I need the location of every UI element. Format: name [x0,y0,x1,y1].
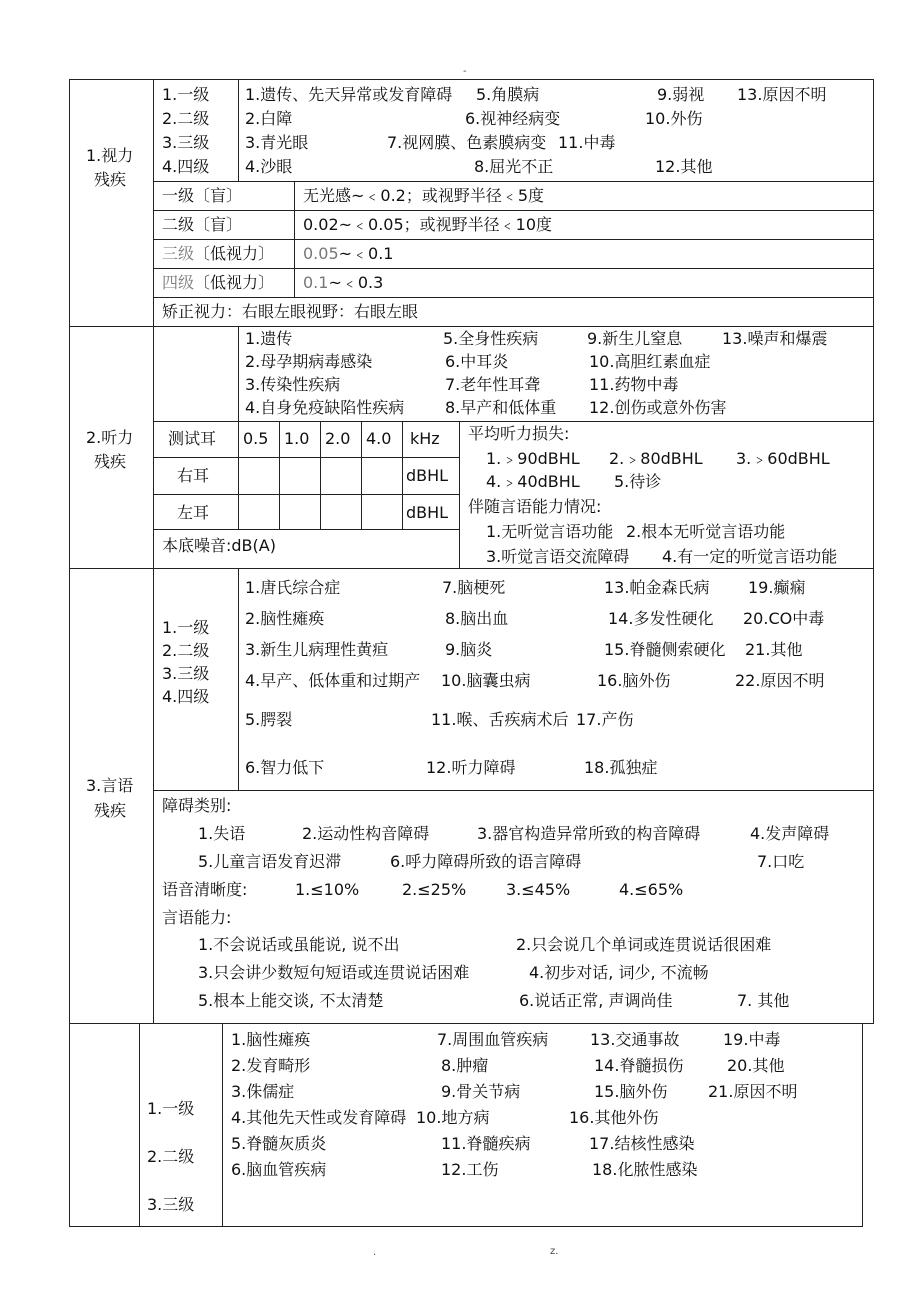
physical-cause: 15.脑外伤 [594,1082,668,1101]
speech-ability-option: 4.有一定的听觉言语功能 [662,547,838,566]
unit-label: dBHL [406,503,449,522]
speech-level: 3.三级 [162,664,210,683]
grade-name: 三级〔低视力〕 [162,244,275,263]
hearing-cause: 10.高胆红素血症 [589,352,711,371]
hearing-section-label: 2.听力 [86,428,134,447]
speech-cause: 1.唐氏综合症 [245,578,341,597]
speech-cause: 5.腭裂 [245,710,293,729]
speech-cause: 16.脑外伤 [597,671,671,690]
vision-cause: 6.视神经病变 [465,109,561,128]
speech-cause: 3.新生儿病理性黄疸 [245,640,389,659]
disorder-type: 6.呼力障碍所致的语言障碍 [390,852,582,871]
speech-cause: 22.原因不明 [735,671,825,690]
noise-label: 本底噪音:dB(A) [162,536,276,555]
speech-cause: 4.早产、低体重和过期产 [245,671,421,690]
disorder-type: 5.儿童言语发育迟滞 [198,852,342,871]
physical-level: 1.一级 [147,1099,195,1118]
hearing-cause: 9.新生儿窒息 [587,329,683,348]
freq-header: 1.0 [284,429,310,448]
ability-option: 6.说话正常, 声调尚佳 [519,991,673,1010]
vision-cause: 9.弱视 [657,85,705,104]
speech-cause: 6.智力低下 [245,758,325,777]
clarity-option: 3.≤45% [506,880,571,899]
speech-cause: 18.孤独症 [584,758,658,777]
grade-criteria: 0.05~﹤0.1 [303,244,394,263]
physical-cause: 21.原因不明 [708,1082,798,1101]
vision-level: 4.四级 [162,157,210,176]
vision-cause: 11.中毒 [558,133,616,152]
physical-cause: 18.化脓性感染 [592,1160,698,1179]
disorder-type: 7.口吃 [757,852,805,871]
avg-loss-title: 平均听力损失: [468,424,570,443]
left-ear-label: 左耳 [177,503,210,522]
speech-cause: 7.脑梗死 [442,578,506,597]
speech-cause: 13.帕金森氏病 [604,578,710,597]
hearing-cause: 2.母孕期病毒感染 [245,352,373,371]
ability-option: 2.只会说几个单词或连贯说话很困难 [516,935,772,954]
physical-cause: 14.脊髓损伤 [594,1056,684,1075]
speech-cause: 20.CO中毒 [743,609,825,628]
avg-loss-option: 4.﹥40dBHL [486,472,580,491]
physical-cause: 3.侏儒症 [231,1082,295,1101]
hearing-cause: 6.中耳炎 [445,352,509,371]
unit-label: dBHL [406,466,449,485]
avg-loss-option: 1.﹥90dBHL [486,449,580,468]
vision-section-label: 1.视力 [86,146,134,165]
avg-loss-option: 3.﹥60dBHL [736,449,830,468]
vision-cause: 12.其他 [655,157,713,176]
freq-header: 4.0 [366,429,392,448]
vision-section-label-2: 残疾 [94,170,127,189]
ability-option: 1.不会说话或虽能说, 说不出 [198,935,400,954]
freq-unit: kHz [410,429,440,448]
clarity-option: 2.≤25% [402,880,467,899]
physical-cause: 5.脊髓灰质炎 [231,1134,327,1153]
freq-header: 0.5 [243,429,269,448]
speech-cause: 14.多发性硬化 [608,609,714,628]
physical-cause: 17.结核性感染 [589,1134,695,1153]
ability-title: 言语能力: [162,908,232,927]
physical-cause: 1.脑性瘫痪 [231,1030,311,1049]
speech-cause: 19.癫痫 [748,578,806,597]
disorder-type-title: 障碍类别: [162,796,232,815]
grade-name: 二级〔盲〕 [162,215,243,234]
hearing-cause: 13.噪声和爆震 [722,329,828,348]
hearing-cause: 7.老年性耳聋 [445,375,541,394]
vision-cause: 5.角膜病 [476,85,540,104]
speech-level: 2.二级 [162,641,210,660]
physical-cause: 10.地方病 [416,1108,490,1127]
hearing-cause: 11.药物中毒 [589,375,679,394]
speech-section-label: 3.言语 [86,776,134,795]
header-mark: - [463,66,467,77]
avg-loss-option: 5.待诊 [614,472,662,491]
physical-cause: 4.其他先天性或发育障碍 [231,1108,407,1127]
physical-cause: 12.工伤 [441,1160,499,1179]
right-ear-label: 右耳 [177,466,210,485]
speech-cause: 11.喉、舌疾病术后 [431,710,569,729]
speech-cause: 12.听力障碍 [426,758,516,777]
avg-loss-option: 2.﹥80dBHL [609,449,703,468]
vision-cause: 8.屈光不正 [474,157,554,176]
grade-name: 四级〔低视力〕 [162,273,275,292]
freq-header: 2.0 [325,429,351,448]
speech-cause: 17.产伤 [576,710,634,729]
clarity-title: 语音清晰度: [162,880,248,899]
grade-criteria: 0.1~﹤0.3 [303,273,384,292]
physical-level: 3.三级 [147,1195,195,1214]
speech-level: 4.四级 [162,687,210,706]
physical-cause: 20.其他 [727,1056,785,1075]
footer-left-mark: . [373,1247,377,1258]
physical-level: 2.二级 [147,1147,195,1166]
vision-cause: 3.青光眼 [245,133,309,152]
physical-cause: 7.周围血管疾病 [437,1030,549,1049]
speech-section-label-2: 残疾 [94,801,127,820]
grade-criteria: 无光感~﹤0.2；或视野半径﹤5度 [303,186,545,205]
hearing-cause: 3.传染性疾病 [245,375,341,394]
vision-cause: 2.白障 [245,109,293,128]
speech-ability-option: 3.听觉言语交流障碍 [486,547,630,566]
physical-cause: 6.脑血管疾病 [231,1160,327,1179]
physical-cause: 8.肿瘤 [441,1056,489,1075]
speech-cause: 9.脑炎 [445,640,493,659]
speech-cause: 21.其他 [745,640,803,659]
physical-cause: 9.骨关节病 [441,1082,521,1101]
speech-ability-option: 2.根本无听觉言语功能 [626,522,786,541]
vision-level: 2.二级 [162,109,210,128]
speech-level: 1.一级 [162,618,210,637]
hearing-cause: 8.早产和低体重 [445,398,557,417]
speech-cause: 15.脊髓侧索硬化 [604,640,726,659]
speech-cause: 2.脑性瘫痪 [245,609,325,628]
ability-option: 4.初步对话, 词少, 不流畅 [529,963,709,982]
hearing-section-label-2: 残疾 [94,452,127,471]
speech-cause: 10.脑囊虫病 [441,671,531,690]
physical-cause: 11.脊髓疾病 [441,1134,531,1153]
vision-cause: 7.视网膜、色素膜病变 [387,133,547,152]
vision-level: 3.三级 [162,133,210,152]
speech-cause: 8.脑出血 [445,609,509,628]
vision-cause: 13.原因不明 [737,85,827,104]
ability-option: 7. 其他 [737,991,790,1010]
speech-ability-title: 伴随言语能力情况: [468,497,602,516]
hearing-cause: 5.全身性疾病 [443,329,539,348]
physical-cause: 19.中毒 [723,1030,781,1049]
clarity-option: 1.≤10% [295,880,360,899]
hearing-cause: 1.遗传 [245,329,293,348]
test-ear-header: 测试耳 [168,429,217,448]
footer-right-mark: z. [550,1246,559,1257]
disorder-type: 4.发声障碍 [750,824,830,843]
physical-cause: 13.交通事故 [590,1030,680,1049]
vision-level: 1.一级 [162,85,210,104]
vision-cause: 1.遗传、先天异常或发育障碍 [245,85,453,104]
physical-cause: 2.发育畸形 [231,1056,311,1075]
clarity-option: 4.≤65% [619,880,684,899]
vision-cause: 4.沙眼 [245,157,293,176]
disorder-type: 3.器官构造异常所致的构音障碍 [477,824,701,843]
ability-option: 5.根本上能交谈, 不太清楚 [198,991,384,1010]
physical-cause: 16.其他外伤 [569,1108,659,1127]
vision-cause: 10.外伤 [645,109,703,128]
grade-criteria: 0.02~﹤0.05；或视野半径﹤10度 [303,215,553,234]
speech-ability-option: 1.无听觉言语功能 [486,522,614,541]
hearing-cause: 4.自身免疫缺陷性疾病 [245,398,405,417]
disorder-type: 1.失语 [198,824,246,843]
hearing-cause: 12.创伤或意外伤害 [589,398,727,417]
disorder-type: 2.运动性构音障碍 [302,824,430,843]
corrected-vision: 矫正视力：右眼左眼视野：右眼左眼 [162,302,419,321]
ability-option: 3.只会讲少数短句短语或连贯说话困难 [198,963,470,982]
grade-name: 一级〔盲〕 [162,186,243,205]
